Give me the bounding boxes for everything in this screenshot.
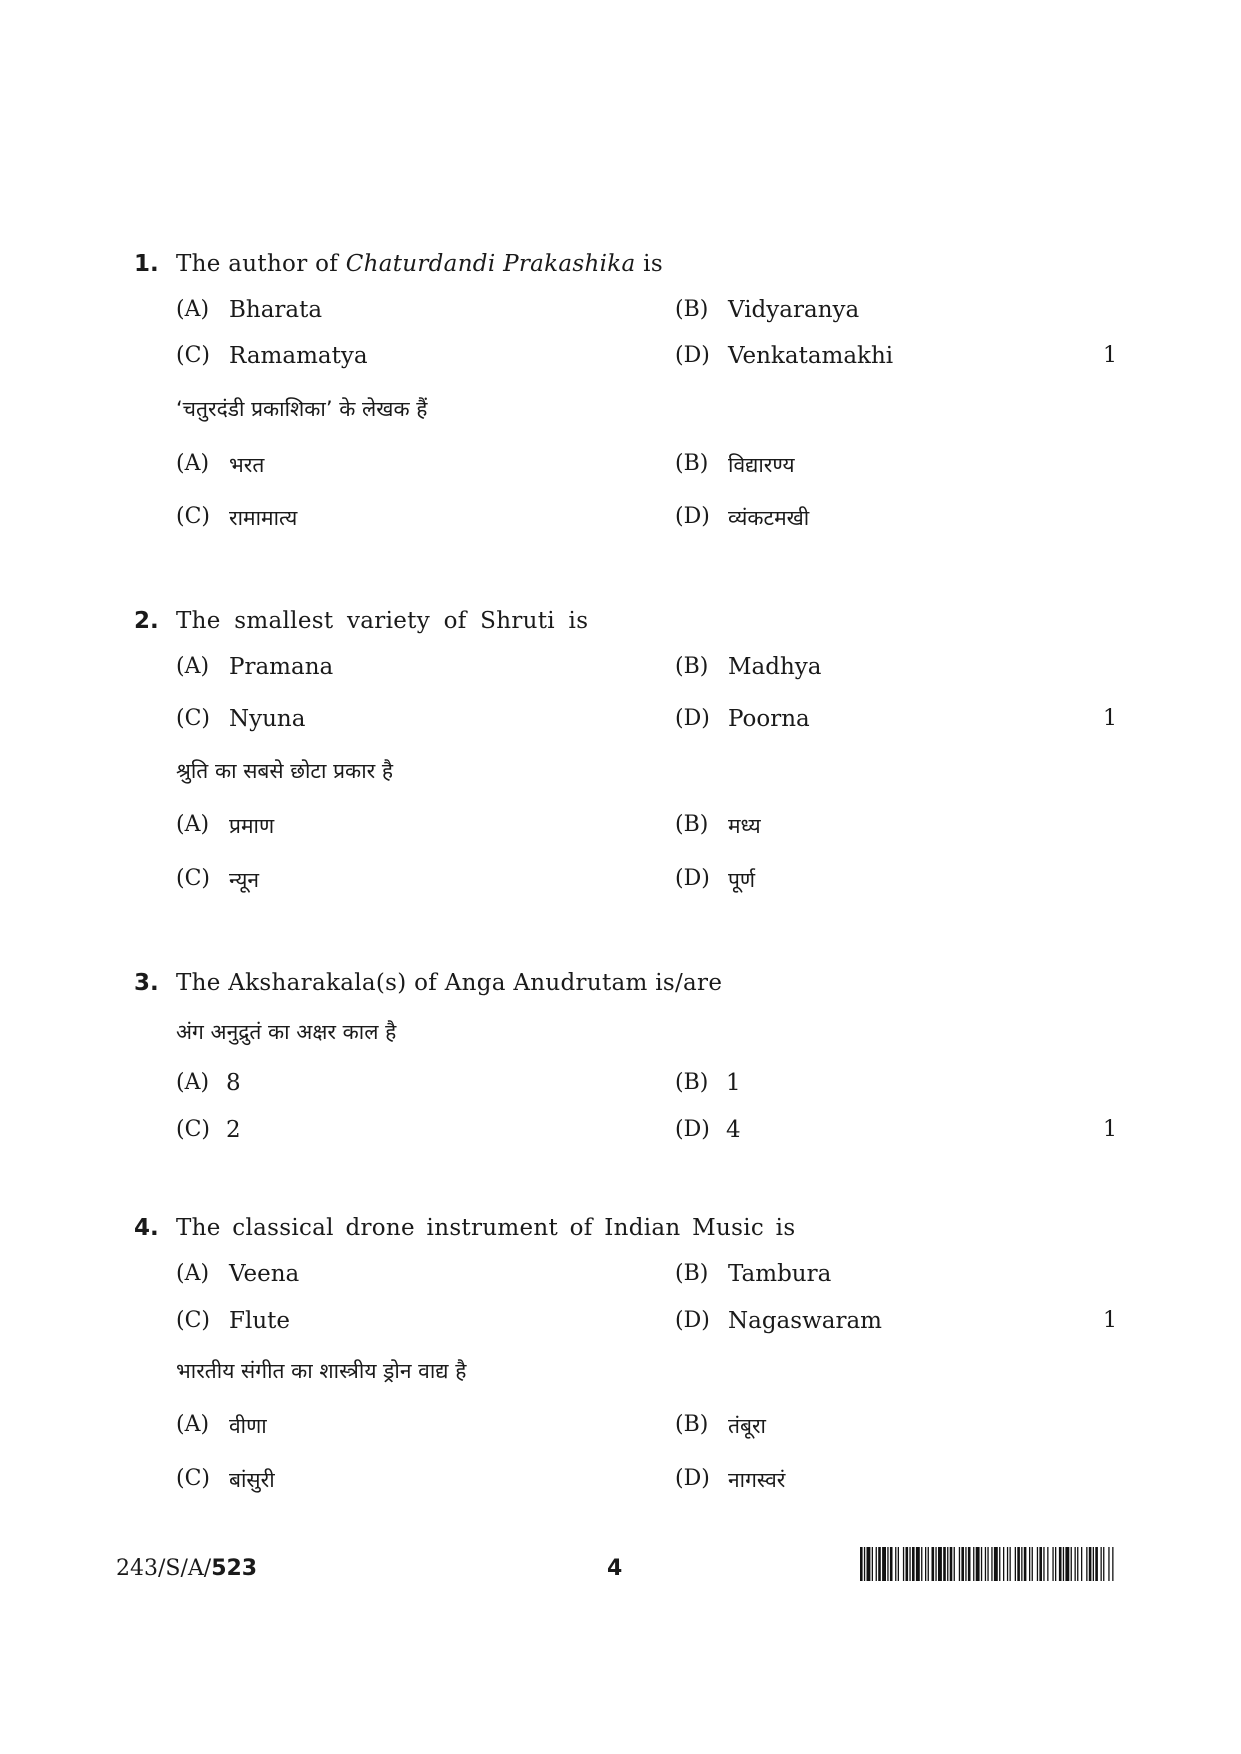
- option-label: (C): [176, 1466, 210, 1491]
- option-text: 1: [726, 1070, 741, 1096]
- option-text: Bharata: [229, 297, 323, 323]
- option-text: Flute: [229, 1308, 290, 1334]
- option-text: Nyuna: [229, 706, 306, 732]
- hindi-option-text: वीणा: [229, 1414, 267, 1438]
- page-number: 4: [607, 1556, 623, 1581]
- hindi-option-text: भरत: [229, 453, 265, 477]
- hindi-option-text: पूर्ण: [728, 868, 756, 892]
- option-label: (C): [176, 1308, 210, 1333]
- option-label: (A): [176, 1412, 210, 1437]
- option-text: Ramamatya: [229, 343, 368, 369]
- hindi-option-text: प्रमाण: [229, 814, 275, 838]
- option-label: (A): [176, 297, 210, 322]
- hindi-option-text: तंबूरा: [728, 1414, 766, 1438]
- question-stem: The Aksharakala(s) of Anga Anudrutam is/are: [176, 970, 723, 996]
- option-text: 2: [226, 1117, 241, 1143]
- option-label: (B): [675, 1070, 709, 1095]
- option-label: (D): [675, 343, 710, 368]
- question-stem: The author of Chaturdandi Prakashika is: [176, 251, 663, 277]
- question-stem: The classical drone instrument of Indian Music is: [176, 1215, 796, 1241]
- question-number: 2.: [134, 608, 159, 634]
- hindi-option-text: विद्यारण्य: [728, 453, 795, 477]
- hindi-option-text: मध्य: [728, 814, 761, 838]
- question-stem: The smallest variety of Shruti is: [176, 608, 589, 634]
- marks: 1: [1103, 343, 1117, 368]
- hindi-option-text: रामामात्य: [229, 506, 298, 530]
- option-text: Madhya: [728, 654, 822, 680]
- paper-code: 243/S/A/523: [116, 1556, 258, 1581]
- hindi-stem: भारतीय संगीत का शास्त्रीय ड्रोन वाद्य है: [176, 1359, 467, 1383]
- option-label: (D): [675, 1308, 710, 1333]
- hindi-option-text: व्यंकटमखी: [728, 506, 810, 530]
- option-label: (B): [675, 1412, 709, 1437]
- hindi-stem: श्रुति का सबसे छोटा प्रकार है: [176, 759, 394, 783]
- option-text: Pramana: [229, 654, 334, 680]
- hindi-option-text: नागस्वरं: [728, 1468, 786, 1492]
- option-text: 8: [226, 1070, 241, 1096]
- barcode-icon: [860, 1547, 1114, 1581]
- option-label: (D): [675, 1117, 710, 1142]
- option-label: (C): [176, 343, 210, 368]
- option-label: (B): [675, 451, 709, 476]
- option-label: (A): [176, 451, 210, 476]
- marks: 1: [1103, 1308, 1117, 1333]
- option-text: Venkatamakhi: [728, 343, 894, 369]
- hindi-option-text: न्यून: [229, 868, 260, 892]
- option-label: (A): [176, 1070, 210, 1095]
- option-label: (C): [176, 866, 210, 891]
- option-text: Poorna: [728, 706, 810, 732]
- hindi-option-text: बांसुरी: [229, 1468, 275, 1492]
- marks: 1: [1103, 706, 1117, 731]
- option-label: (A): [176, 1261, 210, 1286]
- option-text: Tambura: [728, 1261, 832, 1287]
- question-number: 3.: [134, 970, 159, 996]
- option-text: Vidyaranya: [728, 297, 860, 323]
- option-label: (C): [176, 706, 210, 731]
- option-label: (D): [675, 1466, 710, 1491]
- hindi-stem: ‘चतुरदंडी प्रकाशिका’ के लेखक हैं: [176, 397, 428, 421]
- option-label: (C): [176, 504, 210, 529]
- option-label: (D): [675, 866, 710, 891]
- question-number: 4.: [134, 1215, 159, 1241]
- option-label: (B): [675, 297, 709, 322]
- option-label: (C): [176, 1117, 210, 1142]
- option-label: (A): [176, 812, 210, 837]
- option-label: (B): [675, 654, 709, 679]
- option-text: Nagaswaram: [728, 1308, 882, 1334]
- hindi-stem: अंग अनुद्रुतं का अक्षर काल है: [176, 1020, 397, 1044]
- option-text: Veena: [229, 1261, 300, 1287]
- option-label: (D): [675, 706, 710, 731]
- option-label: (B): [675, 812, 709, 837]
- option-label: (B): [675, 1261, 709, 1286]
- option-label: (D): [675, 504, 710, 529]
- marks: 1: [1103, 1117, 1117, 1142]
- option-label: (A): [176, 654, 210, 679]
- question-number: 1.: [134, 251, 159, 277]
- option-text: 4: [726, 1117, 741, 1143]
